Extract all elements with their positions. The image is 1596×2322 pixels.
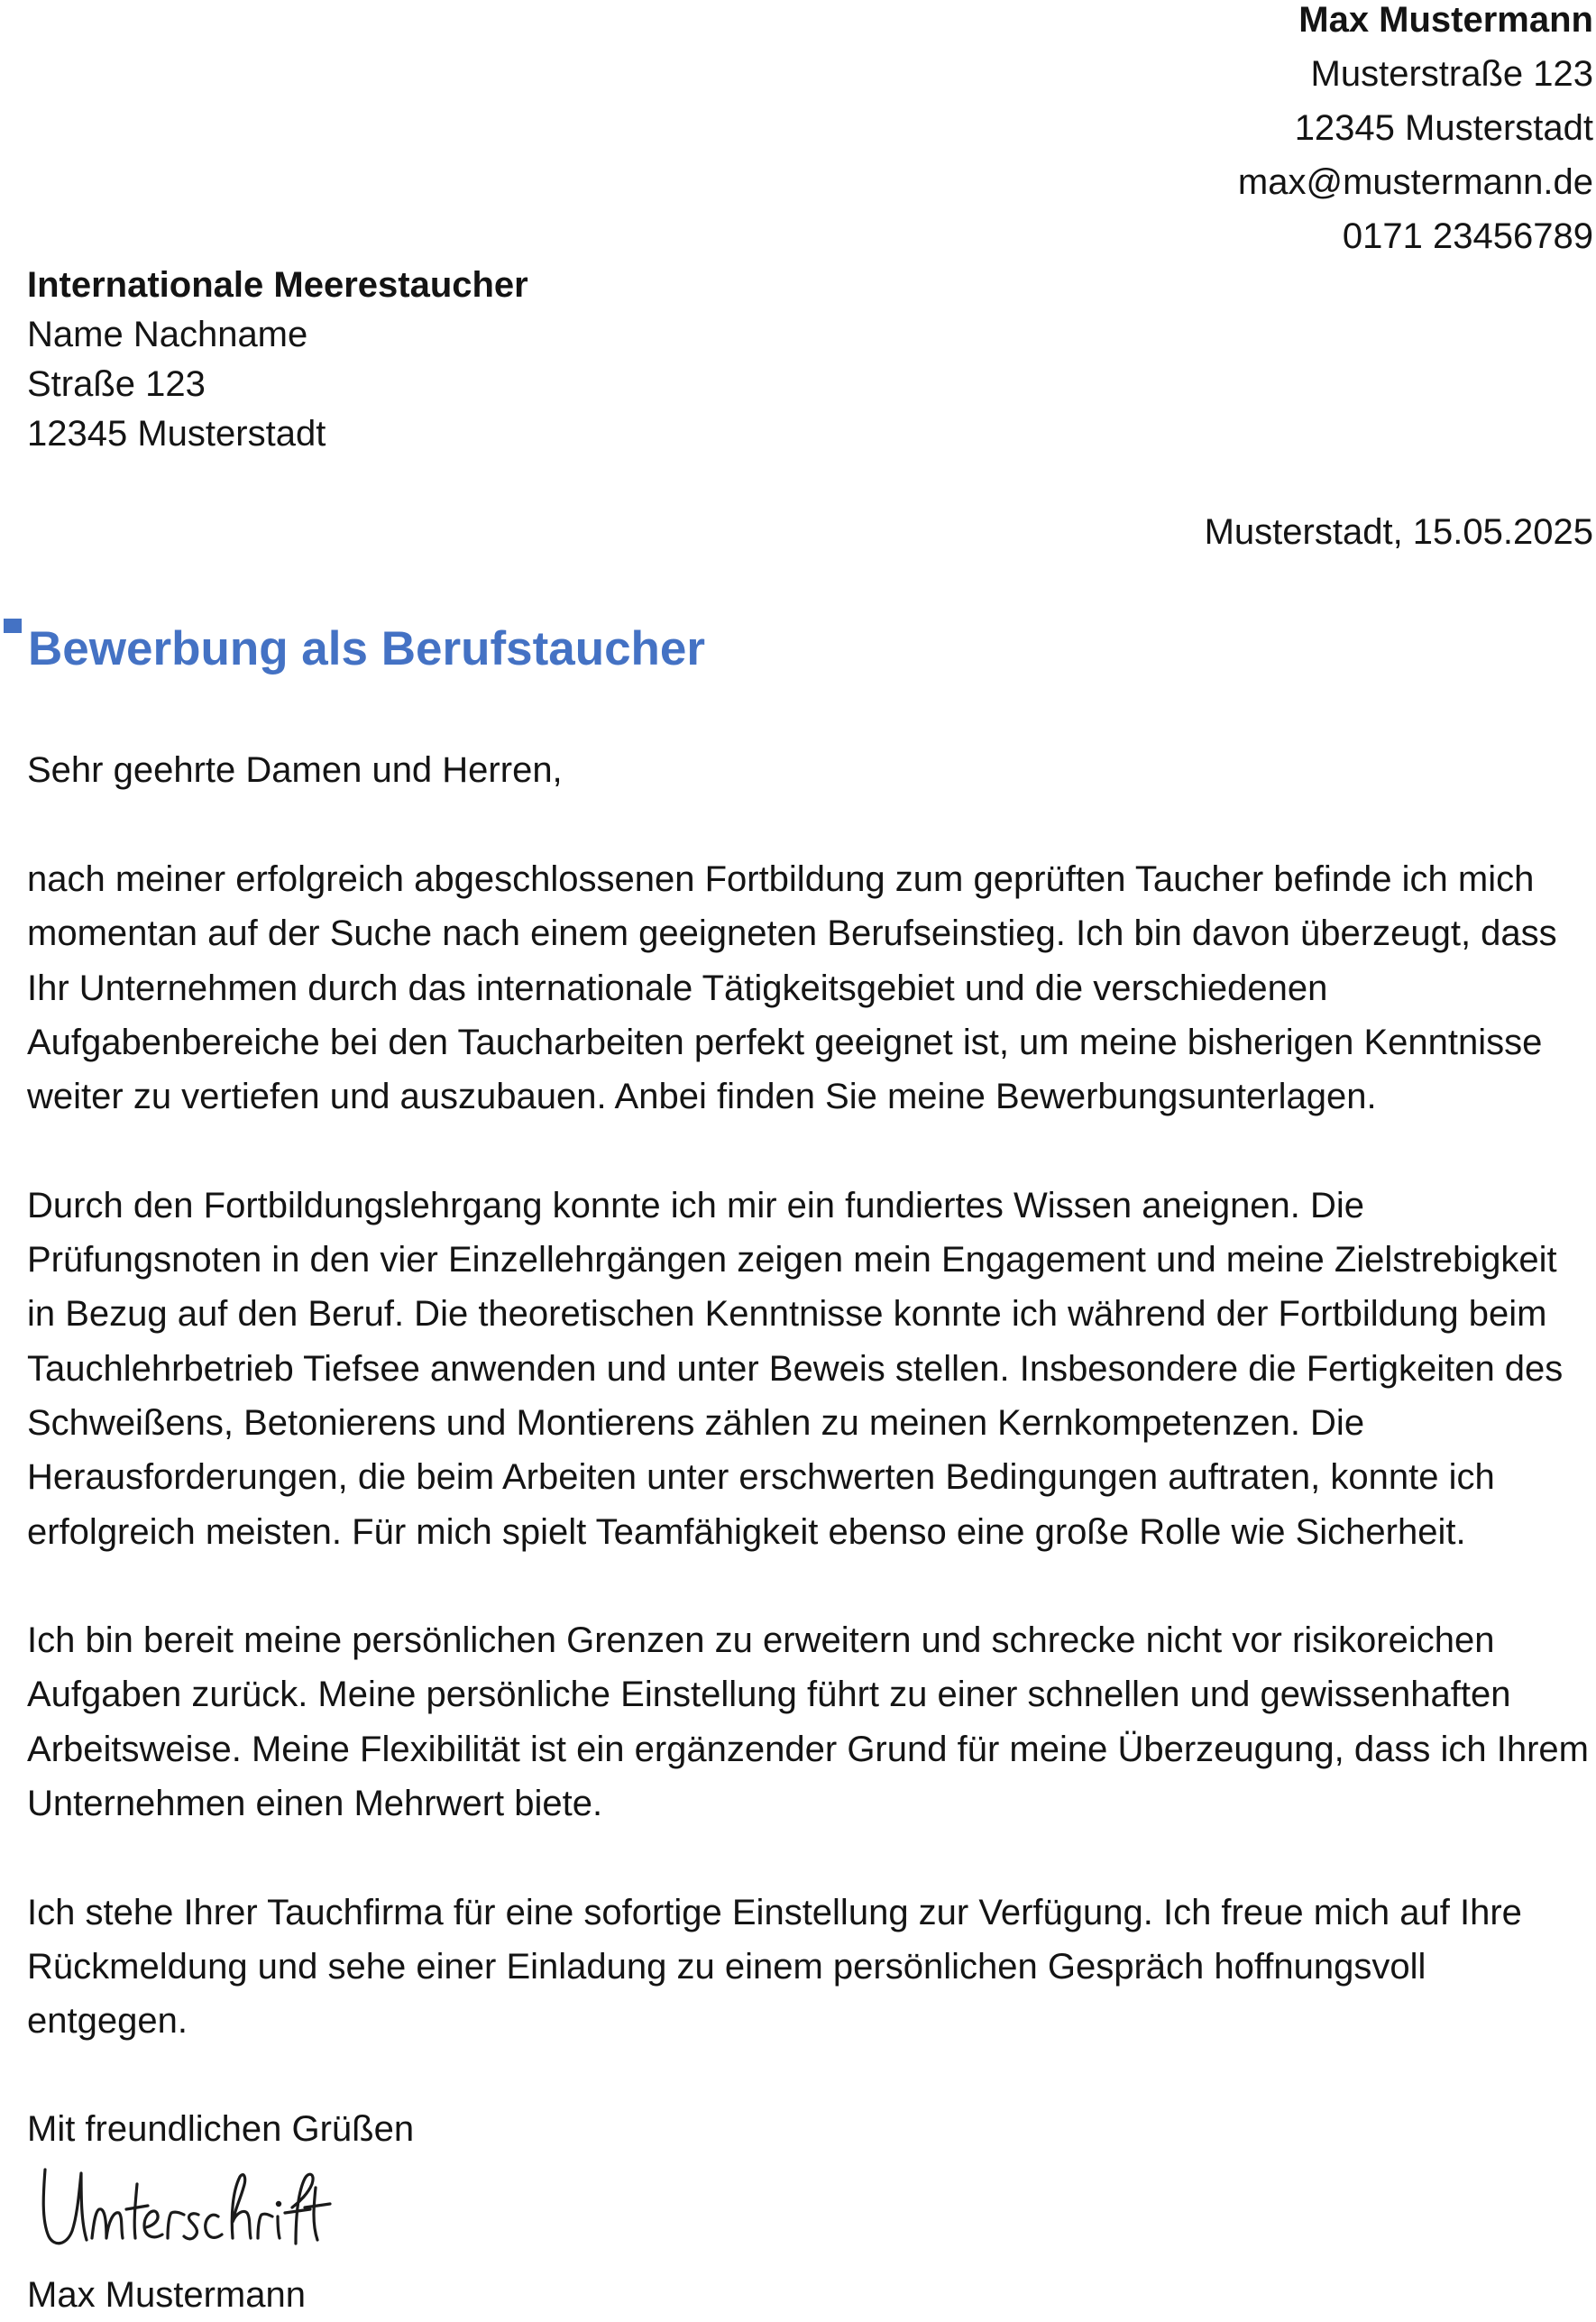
recipient-company: Internationale Meerestaucher [27,265,528,305]
body-paragraph: Ich bin bereit meine persönlichen Grenzen zu erweitern und schrecke nicht vor risikoreichen Aufgaben zurück. Meine persönliche Einstellung führt zu einer schnellen und gewissenhaften Arbeitsweise. Meine Flexibilität ist ein ergänzender Grund für meine Überzeugung, dass ich Ihrem Unternehmen einen Mehrwert biete. [27,1620,1589,1824]
letter-date: Musterstadt, 15.05.2025 [1204,512,1593,552]
recipient-address-block [27,261,528,459]
sender-street: Musterstraße 123 [1310,54,1593,94]
closing-phrase: Mit freundlichen Grüßen [27,2109,415,2149]
signer-name: Max Mustermann [27,2275,306,2315]
sender-name: Max Mustermann [1298,0,1593,40]
salutation: Sehr geehrte Damen und Herren, [27,750,563,790]
sender-address-block [1238,0,1593,263]
body-paragraph: Durch den Fortbildungslehrgang konnte ich mir ein fundiertes Wissen aneignen. Die Prüfungsnoten in den vier Einzellehrgängen zeigen mein Engagement und meine Zielstrebigkeit in Bezug auf den Beruf. Die theoretischen Kenntnisse konnte ich während der Fortbildung beim Tauchlehrbetrieb Tiefsee anwenden und unter Beweis stellen. Insbesondere die Fertigkeiten des Schweißens, Betonierens und Montierens zählen zu meinen Kernkompetenzen. Die Herausforderungen, die beim Arbeiten unter erschwerten Bedingungen auftraten, konnte ich erfolgreich meisten. Für mich spielt Teamfähigkeit ebenso eine große Rolle wie Sicherheit. [27,1185,1564,1552]
sender-city: 12345 Musterstadt [1294,108,1593,148]
recipient-contact: Name Nachname [27,315,308,354]
sender-email: max@mustermann.de [1237,162,1593,202]
handwritten-signature [36,2157,334,2265]
recipient-street: Straße 123 [27,364,206,404]
recipient-city: 12345 Musterstadt [27,414,326,454]
letter-body [27,852,1594,2103]
heading-marker-icon [4,619,22,633]
letter-subject: Bewerbung als Berufstaucher [28,622,706,675]
sender-phone: 0171 23456789 [1342,216,1593,256]
body-paragraph: Ich stehe Ihrer Tauchfirma für eine sofortige Einstellung zur Verfügung. Ich freue mich auf Ihre Rückmeldung und sehe einer Einladung zu einem persönlichen Gespräch hoffnungsvoll entgegen. [27,1892,1522,2042]
body-paragraph: nach meiner erfolgreich abgeschlossenen Fortbildung zum geprüften Taucher befinde ich mich momentan auf der Suche nach einem geeigneten Berufseinstieg. Ich bin davon überzeugt, dass Ihr Unternehmen durch das internationale Tätigkeitsgebiet und die verschiedenen Aufgabenbereiche bei den Taucharbeiten perfekt geeignet ist, um meine bisherigen Kenntnisse weiter zu vertiefen und auszubauen. Anbei finden Sie meine Bewerbungsunterlagen. [27,859,1557,1117]
